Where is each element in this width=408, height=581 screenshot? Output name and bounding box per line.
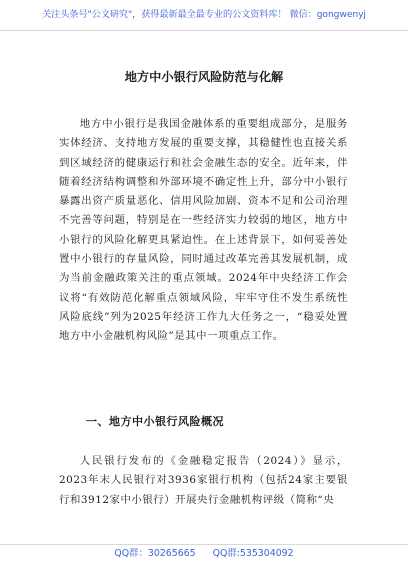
footer-contact xyxy=(0,544,408,581)
footer-text: QQ群：30265665 QQ群:535304092 xyxy=(114,548,294,559)
section-heading: 一、地方中小银行风险概况 xyxy=(86,415,224,428)
intro-paragraph: 地方中小银行是我国金融体系的重要组成部分，是服务实体经济、支持地方发展的重要支撑，其稳健性也直接关系到区域经济的健康运行和社会金融生态的安全。近年来，伴随着经济结构调整和外部环境不确定性上升，部分中小银行暴露出资产质量恶化、信用风险加剧、资本不足和公司治理不完善等问题，特别是在一些经济实力较弱的地区，地方中小银行的风险化解更具紧迫性。在上述背景下，如何妥善处置中小银行的存量风险，同时通过改革完善其发展机制，成为当前金融政策关注的重点领域。2024年中央经济工作会议将“有效防范化解重点领域风险，牢牢守住不发生系统性风险底线”列为2025年经济工作九大任务之一，“稳妥处置地方中小金融机构风险”是其中一项重点工作。 xyxy=(59,118,348,343)
header-banner xyxy=(0,0,408,31)
document-title: 地方中小银行风险防范与化解 xyxy=(124,70,284,84)
banner-text: 关注头条号"公文研究"，获得最新最全最专业的公文资料库！ 微信：gongwenyj xyxy=(42,9,366,20)
section-paragraph: 人民银行发布的《金融稳定报告（2024）》显示，2023年末人民银行对3936家银行机构（包括24家主要银行和3912家中小银行）开展央行金融机构评级（简称“央 xyxy=(59,455,348,506)
